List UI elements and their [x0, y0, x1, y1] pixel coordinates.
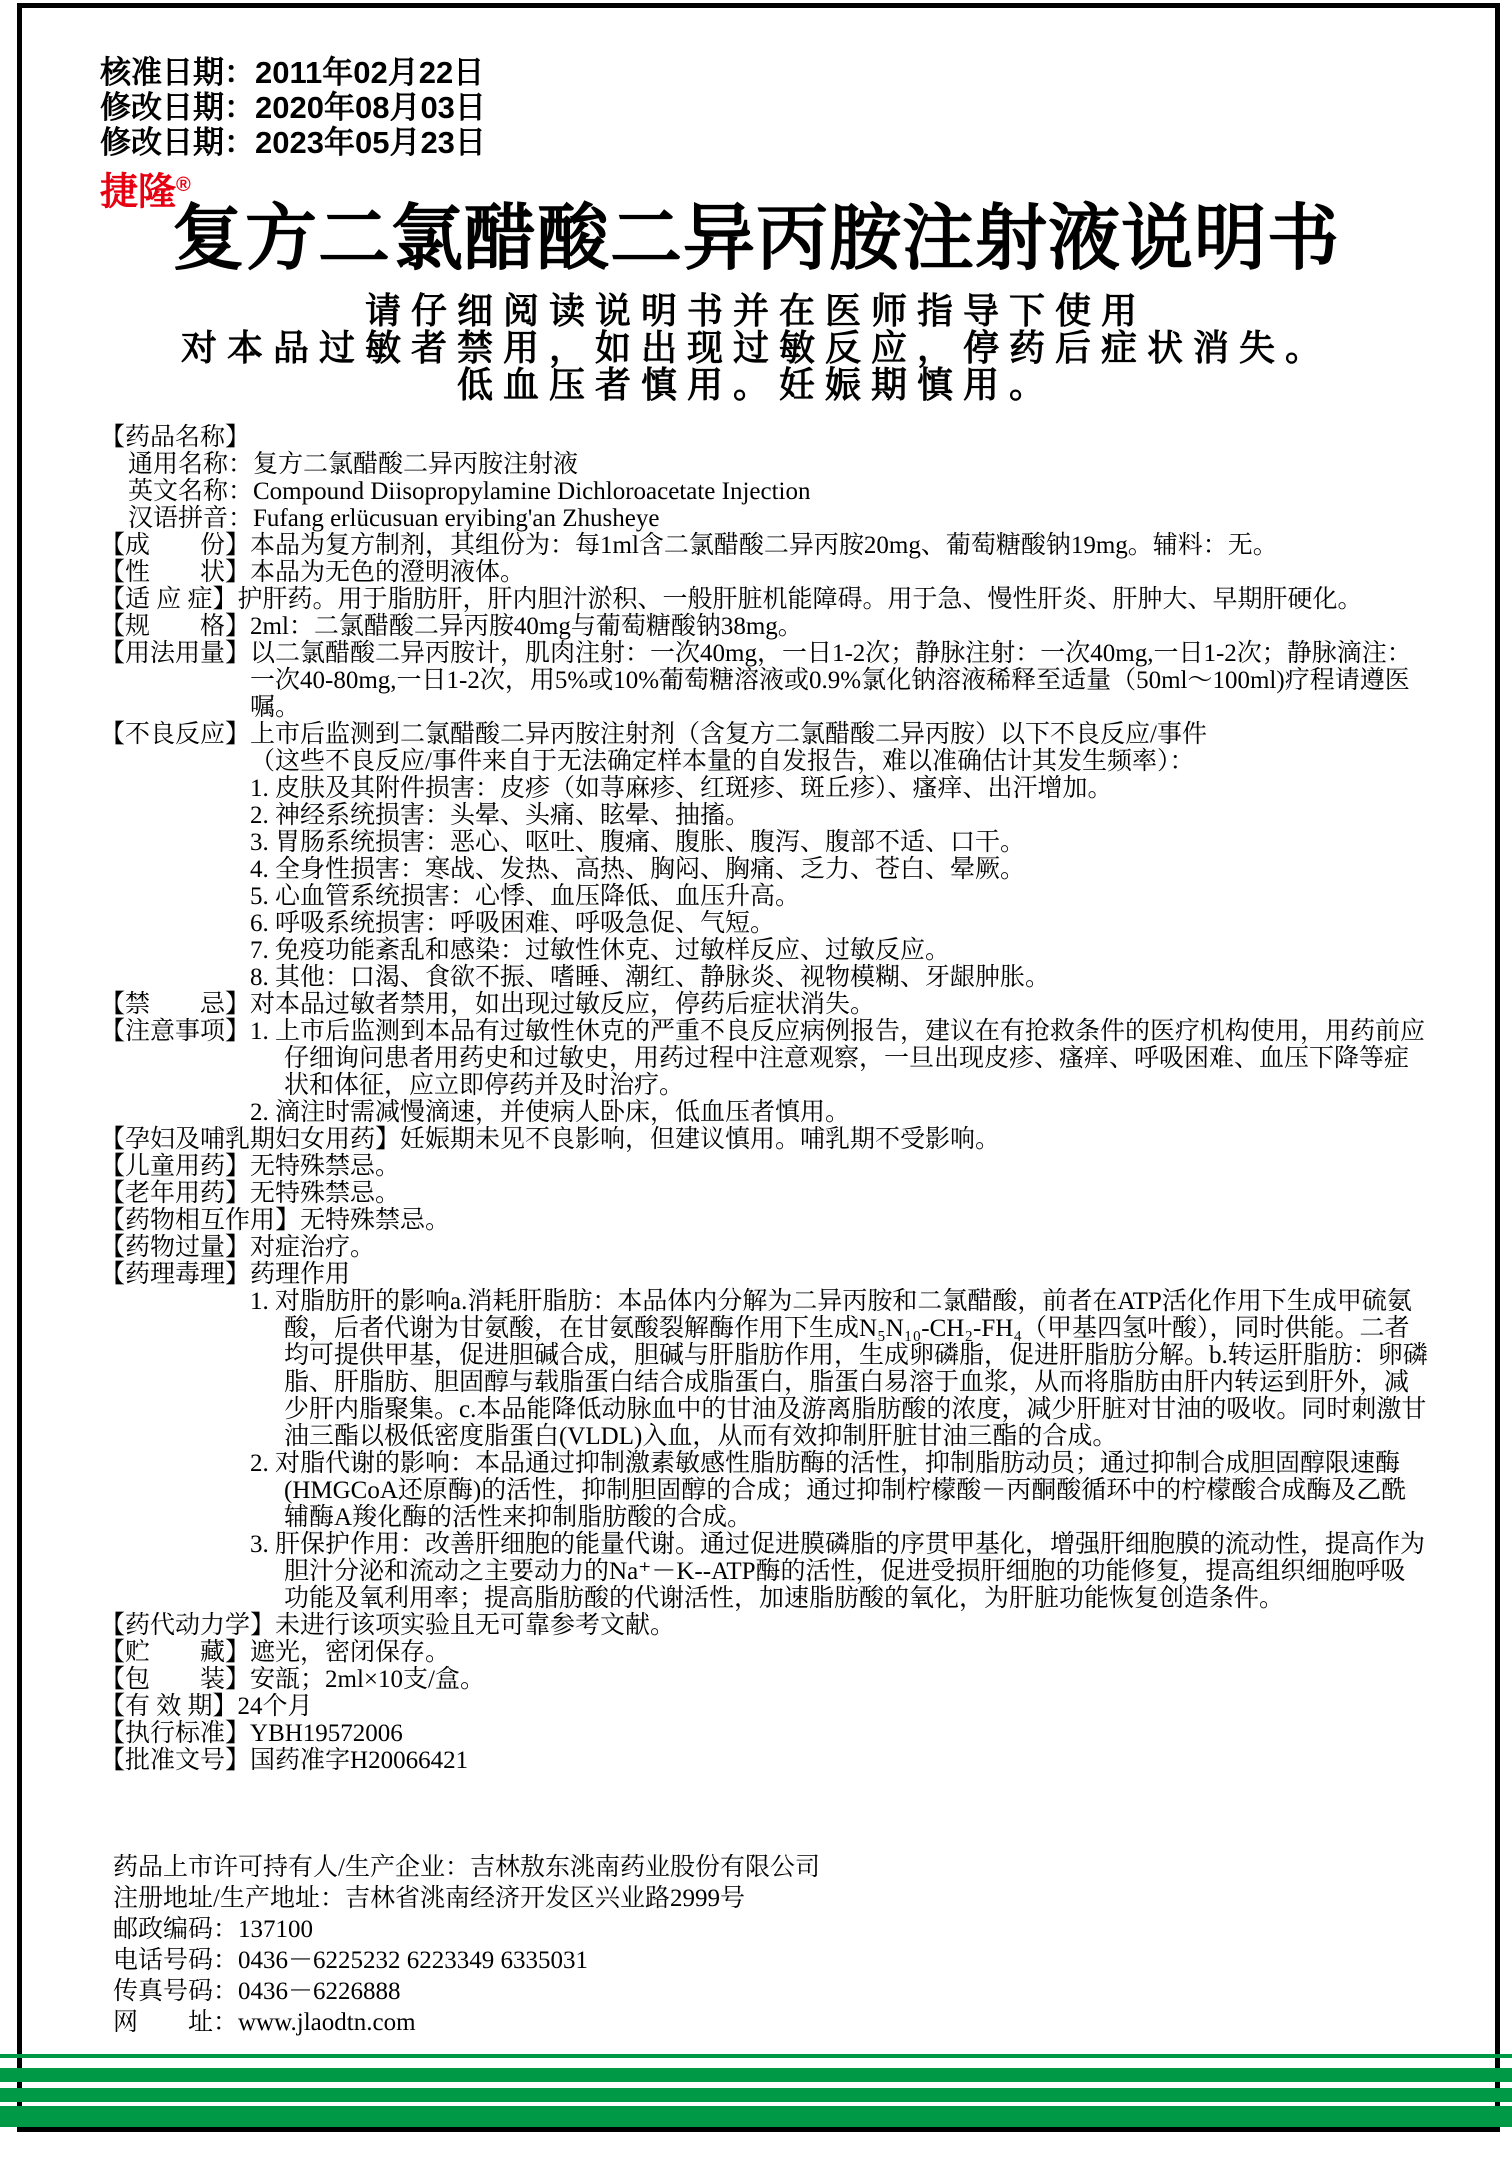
section-row [100, 586, 1430, 613]
section-text-line: 2. 对脂代谢的影响：本品通过抑制激素敏感性脂肪酶的活性，抑制脂肪动员；通过抑制合成胆固醇限速酶(HMGCoA还原酶)的活性，抑制胆固醇的合成；通过抑制柠檬酸－丙酮酸循环中的柠檬酸合成酶及乙酰辅酶A羧化酶的活性来抑制脂肪酸的合成。 [250, 1450, 1407, 1531]
section-text-line: 本品为复方制剂，其组份为：每1ml含二氯醋酸二异丙胺20mg、葡萄糖酸钠19mg。辅料：无。 [250, 532, 1278, 559]
section-text-line: 1. 对脂肪肝的影响a.消耗肝脂肪：本品体内分解为二异丙胺和二氯醋酸，前者在ATP活化作用下生成甲硫氨酸，后者代谢为甘氨酸，在甘氨酸裂解酶作用下生成N₅N₁₀-CH₂-FH₄（甲基四氢叶酸），同时供能。二者均可提供甲基，促进胆碱合成，胆碱与肝脂肪作用，生成卵磷脂，促进肝脂肪分解。b.转运肝脂肪：卵磷脂、肝脂肪、胆固醇与载脂蛋白结合成脂蛋白，脂蛋白易溶于血浆，从而将脂肪由肝内转运到肝外，减少肝内脂聚集。c.本品能降低动脉血中的甘油及游离脂肪酸的浓度，减少肝脏对甘油的吸收。同时刺激甘油三酯以极低密度脂蛋白(VLDL)入血，从而有效抑制肝脏甘油三酯的合成。 [250, 1288, 1428, 1450]
footer-line: 注册地址/生产地址：吉林省洮南经济开发区兴业路2999号 [113, 1885, 745, 1912]
section-content [250, 1018, 1430, 1126]
brand-name: 捷隆 [100, 171, 177, 214]
section-label: 【批准文号】 [100, 1747, 251, 1774]
section-content [250, 532, 1430, 559]
section-text-line: 3. 肝保护作用：改善肝细胞的能量代谢。通过促进膜磷脂的序贯甲基化，增强肝细胞膜的流动性，提高作为胆汁分泌和流动之主要动力的Na⁺－K--ATP酶的活性，促进受损肝细胞的功能修复，提高组织细胞呼吸功能及氧利用率；提高脂肪酸的代谢活性，加速脂肪酸的氧化，为肝脏功能恢复创造条件。 [250, 1531, 1426, 1612]
section-content [250, 1666, 1430, 1693]
section-text-line: 本品为无色的澄明液体。 [250, 559, 526, 586]
section-text-line: YBH19572006 [250, 1720, 403, 1747]
section-text-line: （这些不良反应/事件来自于无法确定样本量的自发报告，难以准确估计其发生频率）： [250, 748, 1195, 775]
section-content [250, 559, 1430, 586]
section-content [250, 1153, 1430, 1180]
section-label: 【药物过量】 [100, 1234, 251, 1261]
approval-date-line: 修改日期：2023年05月23日 [100, 125, 486, 160]
section-text-line: 遮光，密闭保存。 [250, 1639, 451, 1666]
section-label: 【贮 藏】 [100, 1639, 251, 1666]
section-row [100, 1234, 1430, 1261]
section-content [250, 721, 1430, 991]
section-text-line: 英文名称：Compound Diisopropylamine Dichloroacetate Injection [128, 478, 811, 505]
document-title: 复方二氯醋酸二异丙胺注射液说明书 [171, 199, 1340, 279]
footer-line: 电话号码：0436－6225232 6223349 6335031 [113, 1947, 589, 1974]
section-text-line: 通用名称：复方二氯醋酸二异丙胺注射液 [128, 451, 579, 478]
section-row [100, 1153, 1430, 1180]
section-content [250, 1261, 1430, 1612]
usage-notices-block [0, 292, 1512, 403]
footer-line: 传真号码：0436－6226888 [113, 1978, 401, 2005]
approval-date-line: 核准日期：2011年02月22日 [100, 55, 485, 90]
section-label: 【不良反应】 [100, 721, 251, 748]
section-content [250, 1234, 1430, 1261]
section-label: 【药代动力学】 [100, 1612, 276, 1639]
section-row [100, 1639, 1430, 1666]
section-label: 【执行标准】 [100, 1720, 251, 1747]
section-row [100, 1612, 1430, 1639]
section-text-line: 无特殊禁忌。 [250, 1153, 401, 1180]
bottom-stripe-thick [0, 2106, 1512, 2127]
footer-line: 邮政编码：137100 [113, 1916, 314, 1943]
section-label: 【药理毒理】 [100, 1261, 251, 1288]
section-content [250, 991, 1430, 1018]
section-text-line: 药理作用 [250, 1261, 351, 1288]
notice-line: 低血压者慎用。妊娠期慎用。 [456, 364, 1055, 405]
section-label: 【规 格】 [100, 613, 251, 640]
section-text-line: 3. 胃肠系统损害：恶心、呕吐、腹痛、腹胀、腹泻、腹部不适、口干。 [250, 829, 1026, 856]
leaflet-sections [100, 424, 1430, 1774]
section-text-line: 1. 皮肤及其附件损害：皮疹（如荨麻疹、红斑疹、斑丘疹）、瘙痒、出汗增加。 [250, 775, 1113, 802]
section-text-line: 未进行该项实验且无可靠参考文献。 [275, 1612, 676, 1639]
section-text-line: 护肝药。用于脂肪肝，肝内胆汁淤积、一般肝脏机能障碍。用于急、慢性肝炎、肝肿大、早期肝硬化。 [237, 586, 1363, 613]
section-text-line: 妊娠期未见不良影响，但建议慎用。哺乳期不受影响。 [400, 1126, 1001, 1153]
section-content [300, 1207, 1430, 1234]
section-text-line: 5. 心血管系统损害：心悸、血压降低、血压升高。 [250, 883, 801, 910]
section-text-line: 4. 全身性损害：寒战、发热、高热、胸闷、胸痛、乏力、苍白、晕厥。 [250, 856, 1026, 883]
bottom-stripe-medium-1 [0, 2068, 1512, 2082]
section-text-line: 2ml：二氯醋酸二异丙胺40mg与葡萄糖酸钠38mg。 [250, 613, 803, 640]
manufacturer-footer [113, 1852, 820, 2038]
section-row [100, 1261, 1430, 1612]
section-text-line: 对本品过敏者禁用，如出现过敏反应，停药后症状消失。 [250, 991, 876, 1018]
section-content [400, 1126, 1430, 1153]
section-label: 【有 效 期】 [100, 1693, 238, 1720]
section-text-line: 8. 其他：口渴、食欲不振、嗜睡、潮红、静脉炎、视物模糊、牙龈肿胀。 [250, 964, 1051, 991]
section-label: 【注意事项】 [100, 1018, 251, 1045]
section-row [100, 1720, 1430, 1747]
section-row [100, 532, 1430, 559]
section-row [100, 1666, 1430, 1693]
section-label: 【用法用量】 [100, 640, 251, 667]
section-text-line: 2. 神经系统损害：头晕、头痛、眩晕、抽搐。 [250, 802, 751, 829]
section-row [100, 640, 1430, 721]
section-text-line: 对症治疗。 [250, 1234, 376, 1261]
section-text-line: 6. 呼吸系统损害：呼吸困难、呼吸急促、气短。 [250, 910, 776, 937]
section-row [100, 1747, 1430, 1774]
section-content [250, 640, 1430, 721]
section-text-line: 无特殊禁忌。 [300, 1207, 451, 1234]
section-row [100, 613, 1430, 640]
section-content [238, 1693, 1430, 1720]
section-content [250, 1747, 1430, 1774]
section-label: 【药物相互作用】 [100, 1207, 301, 1234]
section-text-line: 以二氯醋酸二异丙胺计，肌肉注射：一次40mg，一日1-2次；静脉注射：一次40mg,一日1-2次；静脉滴注：一次40-80mg,一日1-2次，用5%或10%葡萄糖溶液或0.9%氯化钠溶液稀释至适量（50ml～100ml)疗程请遵医嘱。 [250, 640, 1412, 721]
section-label: 【儿童用药】 [100, 1153, 251, 1180]
section-text-line: 2. 滴注时需减慢滴速，并使病人卧床，低血压者慎用。 [250, 1099, 851, 1126]
section-text-line: 1. 上市后监测到本品有过敏性休克的严重不良反应病例报告，建议在有抢救条件的医疗机构使用，用药前应仔细询问患者用药史和过敏史，用药过程中注意观察，一旦出现皮疹、瘙痒、呼吸困难、血压下降等症状和体征，应立即停药并及时治疗。 [250, 1018, 1426, 1099]
approval-date-line: 修改日期：2020年08月03日 [100, 90, 486, 125]
section-row [100, 1207, 1430, 1234]
section-text-line: 汉语拼音：Fufang erlücusuan eryibing'an Zhusheye [128, 505, 660, 532]
section-label: 【药品名称】 [100, 424, 251, 451]
section-row [100, 1018, 1430, 1126]
section-text-line: 无特殊禁忌。 [250, 1180, 401, 1207]
section-text-line: 上市后监测到二氯醋酸二异丙胺注射剂（含复方二氯醋酸二异丙胺）以下不良反应/事件 [250, 721, 1207, 748]
section-row [100, 721, 1430, 991]
bottom-stripe-thin [0, 2054, 1512, 2058]
notice-line: 对本品过敏者禁用，如出现过敏反应，停药后症状消失。 [180, 327, 1331, 368]
approval-dates-block [100, 55, 486, 160]
section-label: 【成 份】 [100, 532, 251, 559]
footer-line: 药品上市许可持有人/生产企业：吉林敖东洮南药业股份有限公司 [113, 1854, 820, 1881]
footer-line: 网 址：www.jlaodtn.com [113, 2009, 416, 2036]
section-row [100, 991, 1430, 1018]
section-content [238, 586, 1430, 613]
section-label: 【包 装】 [100, 1666, 251, 1693]
bottom-stripe-medium-2 [0, 2088, 1512, 2102]
section-row [100, 1693, 1430, 1720]
section-content [275, 1612, 1430, 1639]
section-content [100, 451, 1430, 532]
section-content [250, 1180, 1430, 1207]
section-text-line: 24个月 [237, 1693, 313, 1720]
notice-line: 请仔细阅读说明书并在医师指导下使用 [364, 290, 1147, 331]
section-content [250, 1720, 1430, 1747]
section-text-line: 7. 免疫功能紊乱和感染：过敏性休克、过敏样反应、过敏反应。 [250, 937, 951, 964]
section-text-line: 国药准字H20066421 [250, 1747, 469, 1774]
section-label: 【老年用药】 [100, 1180, 251, 1207]
section-content [250, 613, 1430, 640]
section-label: 【孕妇及哺乳期妇女用药】 [100, 1126, 401, 1153]
section-content [250, 1639, 1430, 1666]
section-label: 【禁 忌】 [100, 991, 251, 1018]
section-label: 【适 应 症】 [100, 586, 238, 613]
section-row [100, 1180, 1430, 1207]
section-row [100, 424, 1430, 532]
section-row [100, 559, 1430, 586]
registered-trademark-icon: ® [176, 174, 191, 196]
section-label: 【性 状】 [100, 559, 251, 586]
section-text-line: 安瓿；2ml×10支/盒。 [250, 1666, 485, 1693]
section-row [100, 1126, 1430, 1153]
